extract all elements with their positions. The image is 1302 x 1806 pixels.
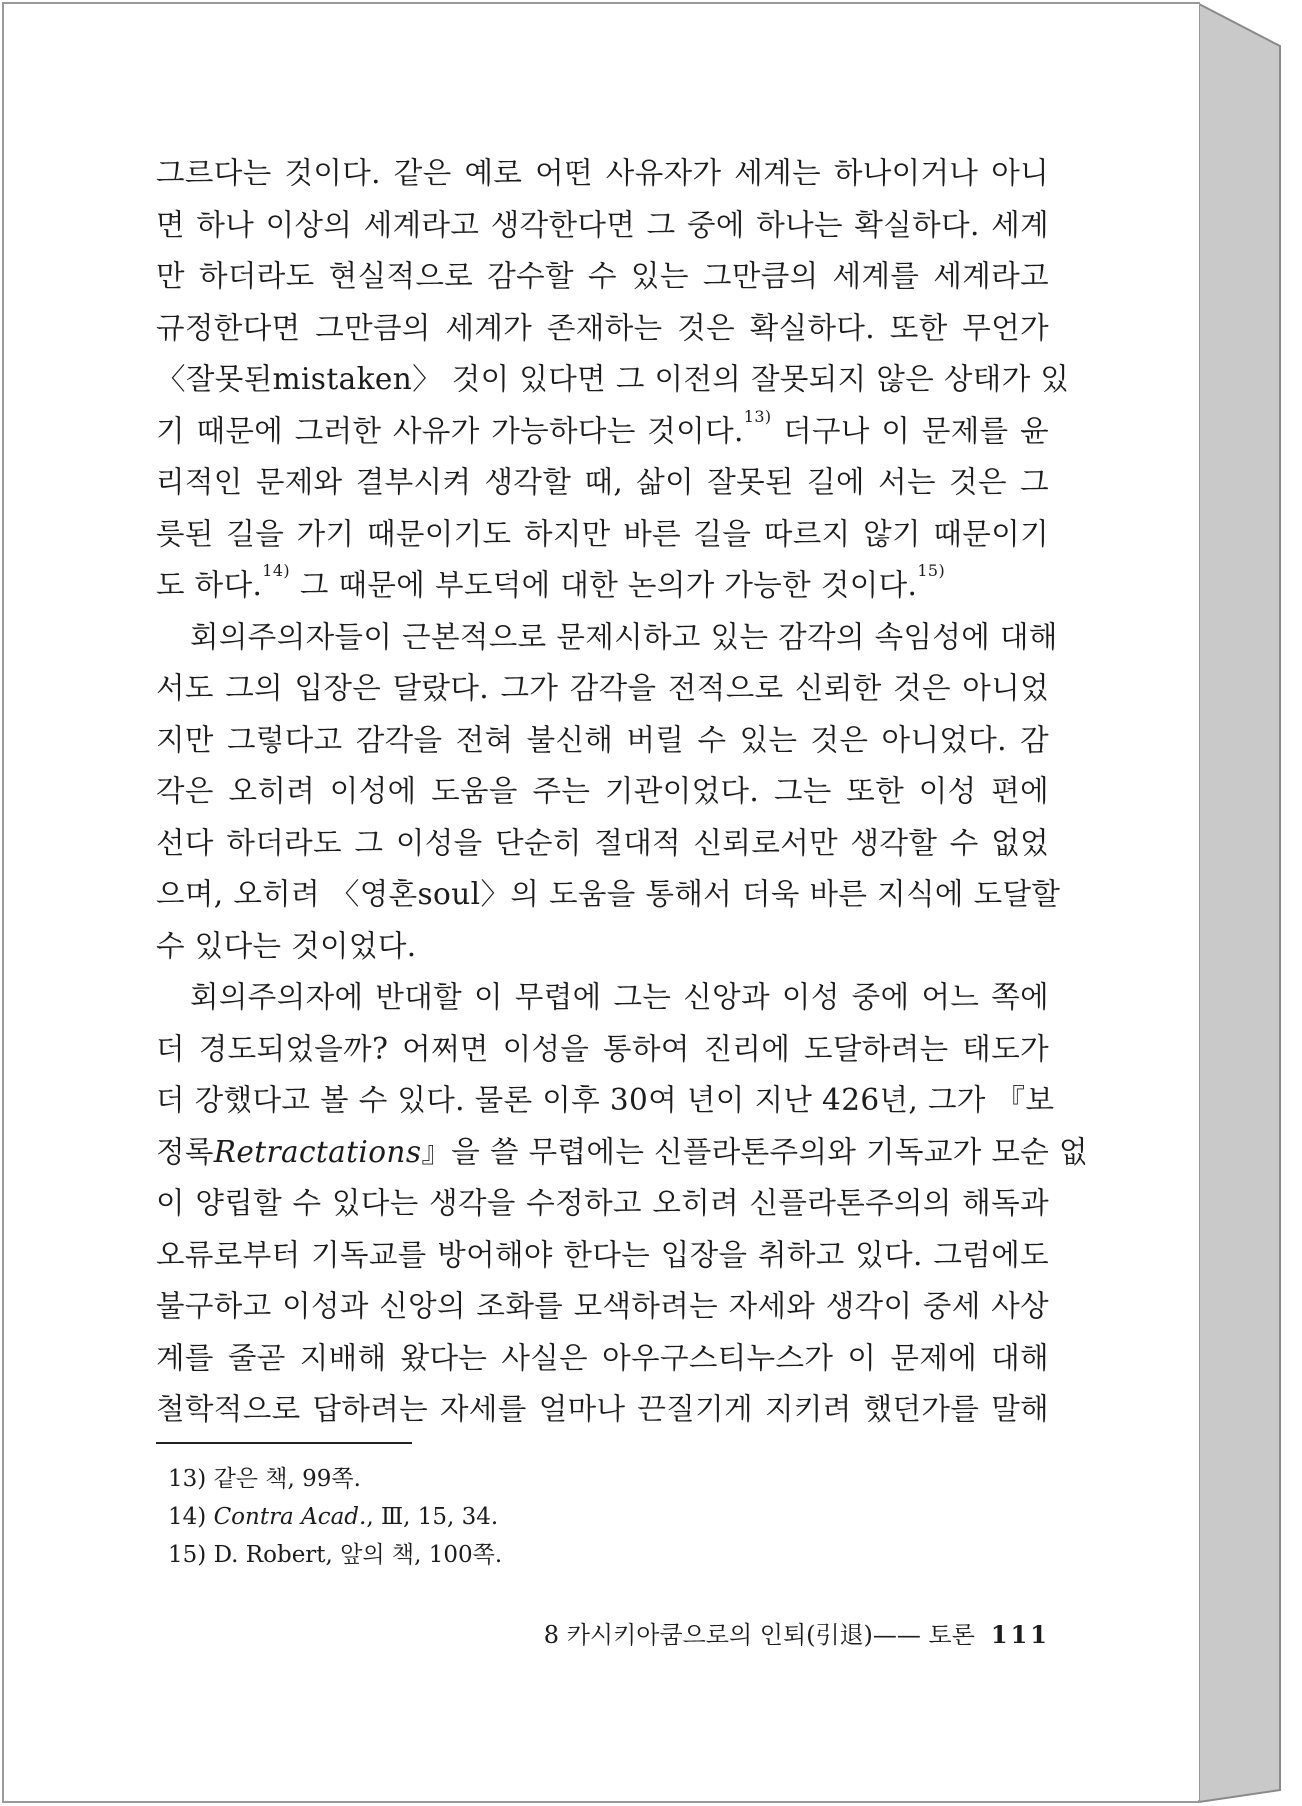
footnote-number: 14) (168, 1504, 207, 1530)
footnote-14 (168, 1498, 502, 1536)
footnote-15 (168, 1536, 502, 1574)
body-line-text: 기 때문에 그러한 사유가 가능하다는 것이다. (156, 413, 744, 448)
footnote-ref-15[interactable]: 15) (917, 561, 946, 580)
footnote-divider (156, 1442, 412, 1444)
page-number: 111 (990, 1620, 1050, 1649)
body-line: 서도 그의 입장은 달랐다. 그가 감각을 전적으로 신뢰한 것은 아니었 (156, 671, 1049, 705)
body-line: 지만 그렇다고 감각을 전혀 불신해 버릴 수 있는 것은 아니었다. 감 (156, 722, 1049, 757)
chapter-title: 8 카시키아쿰으로의 인퇴(引退)—— 토론 (543, 1621, 975, 1649)
body-line: 그르다는 것이다. 같은 예로 어떤 사유자가 세계는 하나이거나 아니 (156, 156, 1049, 190)
body-line (156, 406, 1049, 458)
italic-title: Retractations (213, 1134, 422, 1169)
body-line: 불구하고 이성과 신앙의 조화를 모색하려는 자세와 생각이 중세 사상 (156, 1289, 1049, 1323)
body-line: 으며, 오히려 〈영혼soul〉의 도움을 통해서 더욱 바른 지식에 도달할 (156, 877, 1061, 911)
body-line: 이 양립할 수 있다는 생각을 수정하고 오히려 신플라톤주의의 해독과 (156, 1186, 1049, 1220)
body-line: 선다 하더라도 그 이성을 단순히 절대적 신뢰로서만 생각할 수 없었 (156, 825, 1049, 860)
body-line-text: 도 하다. (156, 568, 263, 602)
body-text (156, 148, 1088, 1436)
body-line: 만 하더라도 현실적으로 감수할 수 있는 그만큼의 세계를 세계라고 (156, 259, 1049, 293)
body-line: 면 하나 이상의 세계라고 생각한다면 그 중에 하나는 확실하다. 세계 (156, 207, 1049, 242)
body-line: 더 강했다고 볼 수 있다. 물론 이후 30여 년이 지난 426년, 그가 『보 (156, 1083, 1055, 1117)
paragraph-first-line: 회의주의자들이 근본적으로 문제시하고 있는 감각의 속임성에 대해 (190, 619, 1058, 654)
body-line: 더 경도되었을까? 어쩌면 이성을 통하여 진리에 도달하려는 태도가 (156, 1031, 1049, 1066)
body-line-text: 그 때문에 부도덕에 대한 논의가 가능한 것이다. (290, 568, 918, 602)
footnote-italic: Contra Acad. (213, 1504, 367, 1530)
body-line: 릇된 길을 가기 때문이기도 하지만 바른 길을 따르지 않기 때문이기 (156, 516, 1049, 551)
body-line: 각은 오히려 이성에 도움을 주는 기관이었다. 그는 또한 이성 편에 (156, 774, 1049, 808)
footnote-text: , Ⅲ, 15, 34. (366, 1504, 499, 1530)
footnote-text: 같은 책, 99쪽. (213, 1466, 361, 1492)
body-line: 오류로부터 기독교를 방어해야 한다는 입장을 취하고 있다. 그럼에도 (156, 1237, 1049, 1272)
footnote-ref-13[interactable]: 13) (743, 406, 772, 426)
footnotes (168, 1460, 502, 1574)
body-line: 수 있다는 것이었다. (156, 928, 417, 963)
footnote-ref-14[interactable]: 14) (262, 561, 291, 580)
body-line: 규정한다면 그만큼의 세계가 존재하는 것은 확실하다. 또한 무언가 (156, 310, 1049, 345)
running-footer (500, 1615, 1050, 1650)
body-line: 철학적으로 답하려는 자세를 얼마나 끈질기게 지키려 했던가를 말해 (156, 1392, 1049, 1426)
paragraph-first-line: 회의주의자에 반대할 이 무렵에 그는 신앙과 이성 중에 어느 쪽에 (190, 980, 1049, 1014)
body-line-text: 정록 (156, 1134, 214, 1169)
footnote-13 (168, 1460, 502, 1498)
body-line: 〈잘못된mistaken〉 것이 있다면 그 이전의 잘못되지 않은 상태가 있 (156, 362, 1070, 396)
body-line-text: 』을 쓸 무렵에는 신플라톤주의와 기독교가 모순 없 (421, 1134, 1088, 1169)
footnote-number: 13) (168, 1466, 207, 1492)
body-line: 계를 줄곧 지배해 왔다는 사실은 아우구스티누스가 이 문제에 대해 (156, 1340, 1049, 1375)
body-line (156, 560, 1049, 612)
body-line (156, 1127, 1088, 1179)
footnote-text: D. Robert, 앞의 책, 100쪽. (213, 1542, 503, 1568)
footnote-number: 15) (168, 1542, 207, 1568)
body-line: 리적인 문제와 결부시켜 생각할 때, 삶이 잘못된 길에 서는 것은 그 (156, 465, 1049, 499)
body-line-text: 더구나 이 문제를 윤 (771, 413, 1049, 448)
